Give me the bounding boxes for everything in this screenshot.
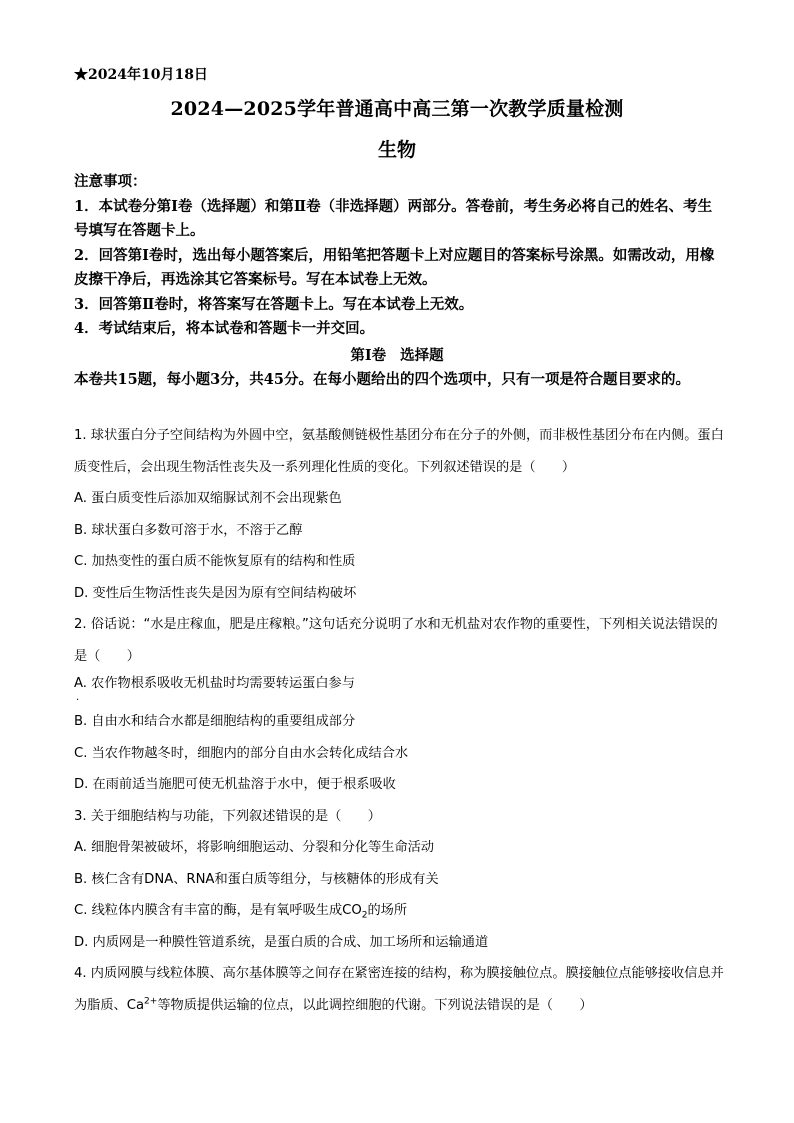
notes-block bbox=[74, 170, 724, 342]
subject-title: 生物 bbox=[377, 139, 416, 161]
notes-heading: 注意事项： bbox=[74, 173, 147, 190]
question-stem: 1. 球状蛋白分子空间结构为外圆中空，氨基酸侧链极性基团分布在分子的外侧，而非极性基团分布在内侧。蛋白质变性后，会出现生物活性丧失及一系列理化性质的变化。下列叙述错误的是（ ） bbox=[74, 428, 724, 475]
option-d: D. 在雨前适当施肥可使无机盐溶于水中，便于根系吸收 bbox=[74, 777, 396, 792]
section-part: 第Ⅰ卷 bbox=[350, 347, 387, 364]
note-item: 4．考试结束后，将本试卷和答题卡一并交回。 bbox=[74, 320, 375, 337]
section-name: 选择题 bbox=[400, 347, 444, 364]
note-item: 2．回答第Ⅰ卷时，选出每小题答案后，用铅笔把答题卡上对应题目的答案标号涂黑。如需改动，用橡皮擦干净后，再选涂其它答案标号。写在本试卷上无效。 bbox=[74, 246, 715, 288]
option-c bbox=[74, 895, 724, 927]
question-1 bbox=[74, 420, 724, 609]
question-4 bbox=[74, 958, 724, 1021]
option-a: A. 细胞骨架被破坏，将影响细胞运动、分裂和分化等生命活动 bbox=[74, 840, 435, 855]
option-a: A. 农作物根系吸收无机盐时均需要转运蛋白参与 bbox=[74, 676, 355, 691]
option-c: C. 当农作物越冬时，细胞内的部分自由水会转化成结合水 bbox=[74, 745, 409, 761]
section-heading bbox=[0, 344, 794, 365]
stray-dot-mark: · bbox=[76, 695, 80, 706]
option-a: A. 蛋白质变性后添加双缩脲试剂不会出现紫色 bbox=[74, 491, 342, 506]
section-instructions: 本卷共15题，每小题3分，共45分。在每小题给出的四个选项中，只有一项是符合题目要求的。 bbox=[74, 371, 690, 388]
option-b: B. 自由水和结合水都是细胞结构的重要组成部分 bbox=[74, 714, 356, 729]
questions bbox=[74, 420, 724, 1021]
option-c: C. 加热变性的蛋白质不能恢复原有的结构和性质 bbox=[74, 554, 356, 569]
option-c-tail: 的场所 bbox=[367, 903, 408, 918]
exam-title: 2024—2025学年普通高中高三第一次教学质量检测 bbox=[170, 98, 624, 120]
exam-date: ★2024年10月18日 bbox=[74, 67, 208, 83]
question-3 bbox=[74, 801, 724, 959]
question-stem: 3. 关于细胞结构与功能，下列叙述错误的是（ ） bbox=[74, 808, 381, 824]
formula-co2: $CO_2$ bbox=[342, 903, 368, 921]
option-b: B. 球状蛋白多数可溶于水，不溶于乙醇 bbox=[74, 522, 303, 538]
option-b: B. 核仁含有DNA、RNA和蛋白质等组分，与核糖体的形成有关 bbox=[74, 871, 439, 887]
question-stem: 2. 俗话说：“水是庄稼血，肥是庄稼粮。”这句话充分说明了水和无机盐对农作物的重要性，下列相关说法错误的是（ ） bbox=[74, 617, 718, 664]
option-c-text: C. 线粒体内膜含有丰富的酶，是有氧呼吸生成 bbox=[74, 903, 343, 918]
question-stem: 4. 内质网膜与线粒体膜、高尔基体膜等之间存在紧密连接的结构，称为膜接触位点。膜接触位点能够接收信息并为脂质、$Ca^{2+}$等物质提供运输的位点，以此调控细胞的代谢。下列说法错误的是（ ） bbox=[74, 966, 724, 1013]
option-d: D. 变性后生物活性丧失是因为原有空间结构破坏 bbox=[74, 585, 357, 601]
option-d: D. 内质网是一种膜性管道系统，是蛋白质的合成、加工场所和运输通道 bbox=[74, 934, 489, 950]
question-2 bbox=[74, 609, 724, 801]
note-item: 1．本试卷分第Ⅰ卷（选择题）和第Ⅱ卷（非选择题）两部分。答卷前，考生务必将自己的姓名、考生号填写在答题卡上。 bbox=[74, 197, 713, 239]
note-item: 3．回答第Ⅱ卷时，将答案写在答题卡上。写在本试卷上无效。 bbox=[74, 295, 474, 313]
